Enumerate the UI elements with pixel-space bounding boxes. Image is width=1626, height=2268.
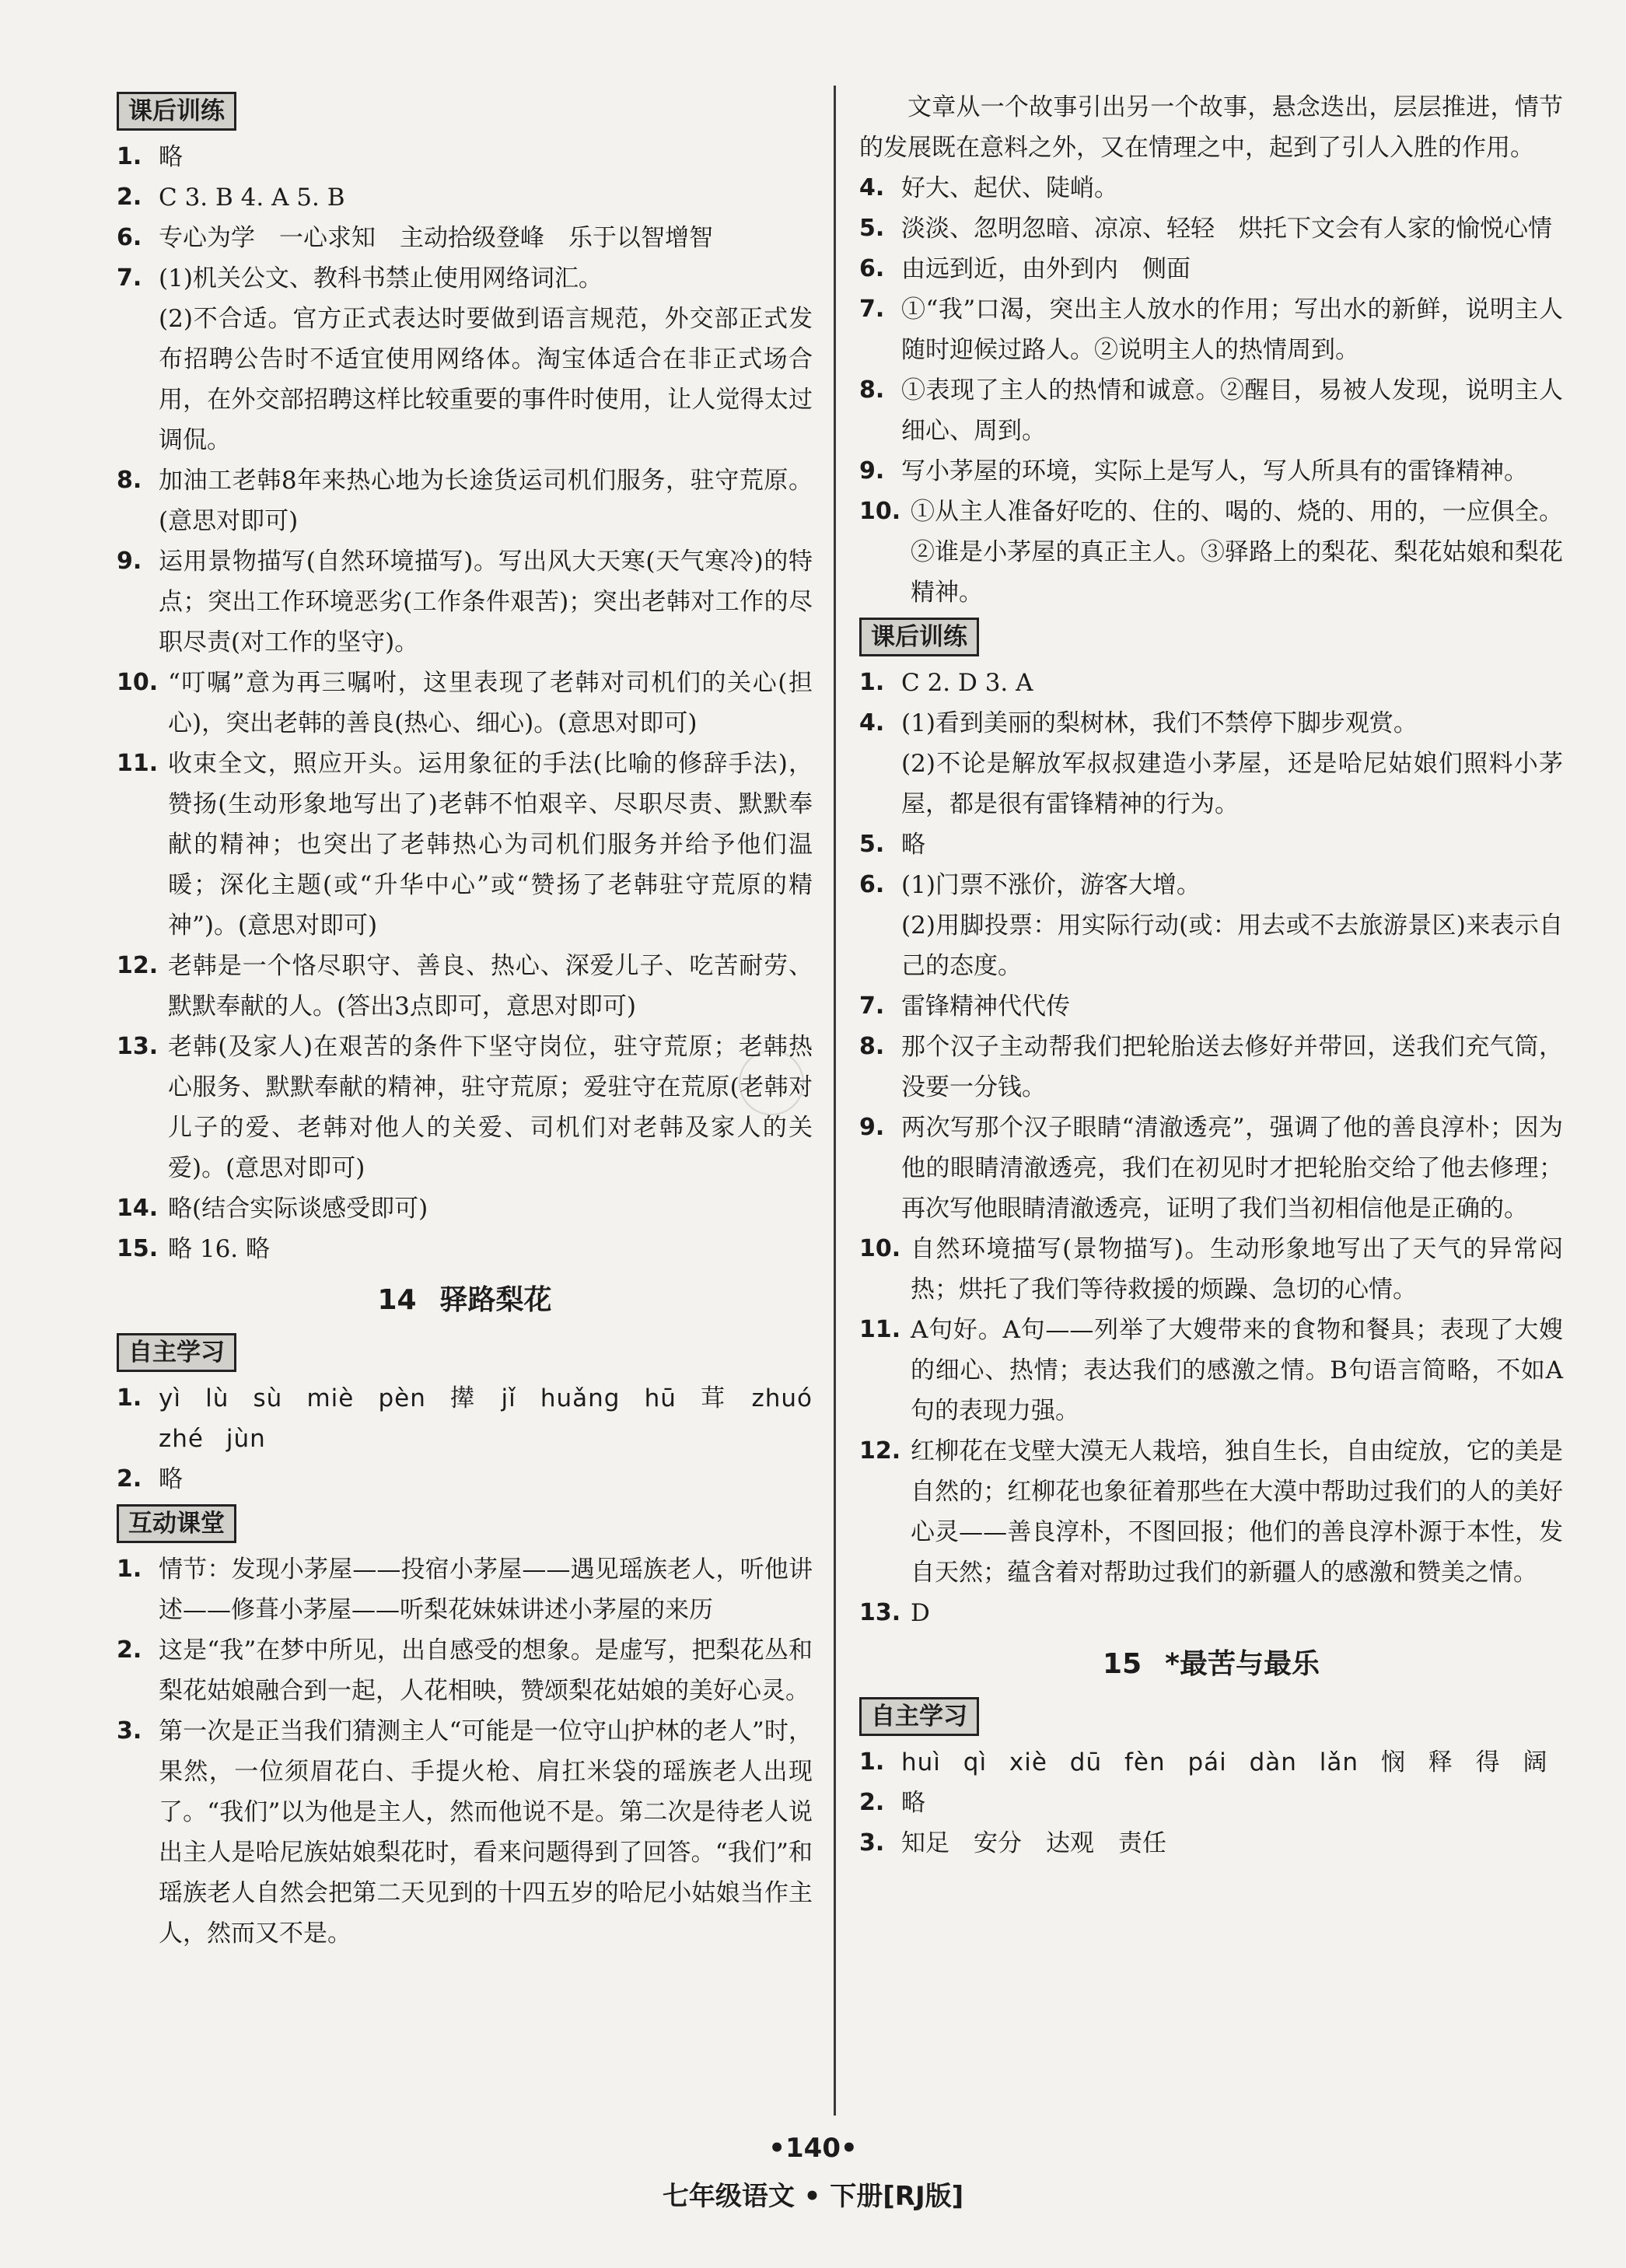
list-item — [859, 451, 1563, 492]
list-item — [117, 1027, 813, 1188]
item-number: 2. — [117, 184, 142, 211]
section-tag-after-class: 课后训练 — [117, 92, 236, 131]
item-text: 情节：发现小茅屋——投宿小茅屋——遇见瑶族老人，听他讲述——修葺小茅屋——听梨花妹妹讲述小茅屋的来历 — [159, 1556, 813, 1624]
item-text: 雷锋精神代代传 — [901, 992, 1070, 1020]
list-item — [117, 744, 813, 946]
list-item — [117, 946, 813, 1027]
list-item — [117, 1630, 813, 1711]
list-item — [859, 208, 1563, 249]
item-text: 自然环境描写(景物描写)。生动形象地写出了天气的异常闷热；烘托了我们等待救援的烦躁、急切的心情。 — [911, 1235, 1563, 1304]
item-text: 略 16. 略 — [168, 1235, 271, 1263]
item-number: 2. — [117, 1636, 142, 1664]
item-text: C 2. D 3. A — [901, 669, 1033, 697]
right-column — [859, 87, 1563, 1864]
item-text: 老韩是一个恪尽职守、善良、热心、深爱儿子、吃苦耐劳、默默奉献的人。(答出3点即可，意思对即可) — [168, 952, 813, 1020]
lesson-title: *最苦与最乐 — [1165, 1648, 1320, 1680]
list-item — [117, 177, 813, 218]
item-number: 9. — [859, 1114, 885, 1141]
list-item — [859, 249, 1563, 289]
list-item — [859, 1108, 1563, 1229]
item-text: 那个汉子主动帮我们把轮胎送去修好并带回，送我们充气筒，没要一分钱。 — [901, 1033, 1563, 1101]
list-item — [117, 1188, 813, 1229]
lesson-heading — [117, 1277, 813, 1324]
item-text: 写小茅屋的环境，实际上是写人，写人所具有的雷锋精神。 — [901, 457, 1528, 485]
item-text: 略 — [901, 831, 925, 859]
item-text: 略(结合实际谈感受即可) — [168, 1195, 428, 1223]
section-tag-self-study: 自主学习 — [859, 1697, 979, 1736]
item-number: 7. — [859, 296, 885, 323]
item-text: (1)看到美丽的梨树林，我们不禁停下脚步观赏。 — [901, 709, 1418, 737]
lesson-title: 驿路梨花 — [439, 1284, 552, 1316]
item-text: A句好。A句——列举了大嫂带来的食物和餐具；表现了大嫂的细心、热情；表达我们的感激之情。B句语言简略，不如A句的表现力强。 — [911, 1316, 1563, 1425]
list-item — [859, 1823, 1563, 1864]
item-text: 红柳花在戈壁大漠无人栽培，独自生长，自由绽放，它的美是自然的；红柳花也象征着那些在大漠中帮助过我们的人的美好心灵——善良淳朴，不图回报；他们的善良淳朴源于本性，发自天然；蕴含着对帮助过我们的新疆人的感激和赞美之情。 — [911, 1437, 1563, 1587]
item-number: 10. — [859, 1235, 901, 1262]
item-number: 13. — [859, 1599, 901, 1626]
item-number: 1. — [117, 143, 142, 170]
pinyin-answers: huì qì xiè dū fèn pái dàn lǎn 悯 释 得 阔 — [901, 1748, 1548, 1776]
item-text: C 3. B 4. A 5. B — [159, 184, 345, 212]
continued-paragraph: 文章从一个故事引出另一个故事，悬念迭出，层层推进，情节的发展既在意料之外，又在情理之中，起到了引人入胜的作用。 — [859, 93, 1563, 162]
item-number: 1. — [117, 1384, 142, 1412]
item-number: 1. — [117, 1556, 142, 1583]
item-text: (2)用脚投票：用实际行动(或：用去或不去旅游景区)来表示自己的态度。 — [901, 912, 1563, 980]
book-title-footer: 七年级语文 • 下册[RJ版] — [662, 2181, 964, 2212]
list-item — [117, 663, 813, 744]
list-item — [117, 1549, 813, 1630]
list-item — [859, 1229, 1563, 1310]
item-number: 4. — [859, 174, 885, 201]
lesson-number: 15 — [1103, 1648, 1142, 1680]
list-item — [117, 137, 813, 177]
item-text: ①“我”口渴，突出主人放水的作用；写出水的新鲜，说明主人随时迎候过路人。②说明主人的热情周到。 — [901, 296, 1563, 364]
item-number: 6. — [859, 255, 885, 282]
list-item — [117, 258, 813, 460]
list-item — [859, 1593, 1563, 1633]
item-number: 1. — [859, 1748, 885, 1776]
item-text: (2)不合适。官方正式表达时要做到语言规范，外交部正式发布招聘公告时不适宜使用网络体。淘宝体适合在非正式场合用，在外交部招聘这样比较重要的事件时使用，让人觉得太过调侃。 — [159, 305, 813, 454]
item-number: 8. — [859, 1033, 885, 1060]
item-text: 略 — [159, 1465, 183, 1493]
item-number: 6. — [859, 871, 885, 898]
list-item — [859, 865, 1563, 986]
item-text: D — [911, 1599, 930, 1627]
list-item — [117, 1229, 813, 1269]
list-item — [117, 541, 813, 663]
item-text: 知足 安分 达观 责任 — [901, 1829, 1166, 1857]
list-item — [859, 1310, 1563, 1431]
column-divider — [834, 86, 836, 2116]
section-tag-after-class: 课后训练 — [859, 618, 979, 656]
list-item — [859, 824, 1563, 865]
lesson-heading — [859, 1641, 1563, 1688]
item-number: 7. — [117, 264, 142, 292]
section-tag-interactive-class: 互动课堂 — [117, 1504, 236, 1543]
item-text: 略 — [901, 1789, 925, 1817]
item-text: 好大、起伏、陡峭。 — [901, 174, 1118, 202]
item-number: 3. — [859, 1829, 885, 1857]
list-item — [859, 1431, 1563, 1593]
list-item — [859, 986, 1563, 1027]
list-item — [859, 703, 1563, 824]
item-number: 11. — [117, 750, 159, 777]
list-item — [859, 289, 1563, 370]
left-column — [117, 87, 813, 1954]
item-number: 13. — [117, 1033, 159, 1060]
item-number: 10. — [859, 498, 901, 525]
item-text: (1)机关公文、教科书禁止使用网络词汇。 — [159, 264, 603, 292]
list-item — [859, 168, 1563, 208]
item-number: 2. — [859, 1789, 885, 1816]
item-number: 3. — [117, 1717, 142, 1745]
item-text: 淡淡、忽明忽暗、凉凉、轻轻 烘托下文会有人家的愉悦心情 — [901, 215, 1552, 243]
list-item — [859, 370, 1563, 451]
item-number: 2. — [117, 1465, 142, 1493]
list-item — [117, 1711, 813, 1954]
item-number: 6. — [117, 224, 142, 251]
section-tag-self-study: 自主学习 — [117, 1333, 236, 1372]
item-number: 8. — [859, 376, 885, 404]
item-text: ①表现了主人的热情和诚意。②醒目，易被人发现，说明主人细心、周到。 — [901, 376, 1563, 445]
item-text: “叮嘱”意为再三嘱咐，这里表现了老韩对司机们的关心(担心)，突出老韩的善良(热心、细心)。(意思对即可) — [168, 669, 813, 737]
list-item — [859, 663, 1563, 703]
pinyin-answers: yì lù sù miè pèn 撵 jǐ huǎng hū 茸 zhuó zhé jùn — [159, 1384, 813, 1453]
item-text: (2)不论是解放军叔叔建造小茅屋，还是哈尼姑娘们照料小茅屋，都是很有雷锋精神的行为。 — [901, 750, 1563, 818]
item-number: 9. — [117, 548, 142, 575]
list-item — [859, 1783, 1563, 1823]
item-text: 这是“我”在梦中所见，出自感受的想象。是虚写，把梨花丛和梨花姑娘融合到一起，人花相映，赞颂梨花姑娘的美好心灵。 — [159, 1636, 813, 1705]
item-text: 加油工老韩8年来热心地为长途货运司机们服务，驻守荒原。(意思对即可) — [159, 467, 813, 535]
item-text: 略 — [159, 143, 183, 171]
item-text: (1)门票不涨价，游客大增。 — [901, 871, 1201, 899]
item-text: 运用景物描写(自然环境描写)。写出风大天寒(天气寒冷)的特点；突出工作环境恶劣(工作条件艰苦)；突出老韩对工作的尽职尽责(对工作的坚守)。 — [159, 548, 813, 656]
item-text: 由远到近，由外到内 侧面 — [901, 255, 1191, 283]
list-item — [859, 1027, 1563, 1108]
item-number: 8. — [117, 467, 142, 494]
item-number: 12. — [117, 952, 159, 979]
item-number: 5. — [859, 831, 885, 858]
item-text: 第一次是正当我们猜测主人“可能是一位守山护林的老人”时，果然，一位须眉花白、手提火枪、肩扛米袋的瑶族老人出现了。“我们”以为他是主人，然而他说不是。第二次是待老人说出主人是哈尼族姑娘梨花时，看来问题得到了回答。“我们”和瑶族老人自然会把第二天见到的十四五岁的哈尼小姑娘当作主人，然而又不是。 — [159, 1717, 813, 1948]
list-item — [117, 218, 813, 258]
item-number: 5. — [859, 215, 885, 242]
item-number: 11. — [859, 1316, 901, 1343]
item-text: ①从主人准备好吃的、住的、喝的、烧的、用的，一应俱全。②谁是小茅屋的真正主人。③驿路上的梨花、梨花姑娘和梨花精神。 — [911, 498, 1563, 607]
list-item — [859, 1742, 1563, 1783]
lesson-number: 14 — [377, 1284, 417, 1316]
item-number: 7. — [859, 992, 885, 1020]
list-item — [859, 492, 1563, 613]
item-number: 4. — [859, 709, 885, 737]
item-text: 两次写那个汉子眼睛“清澈透亮”，强调了他的善良淳朴；因为他的眼睛清澈透亮，我们在初见时才把轮胎交给了他去修理；再次写他眼睛清澈透亮，证明了我们当初相信他是正确的。 — [901, 1114, 1563, 1223]
list-item — [117, 1378, 813, 1459]
item-number: 1. — [859, 669, 885, 696]
item-number: 12. — [859, 1437, 901, 1465]
item-number: 9. — [859, 457, 885, 485]
item-text: 老韩(及家人)在艰苦的条件下坚守岗位，驻守荒原；老韩热心服务、默默奉献的精神，驻守荒原；爱驻守在荒原(老韩对儿子的爱、老韩对他人的关爱、司机们对老韩及家人的关爱)。(意思对即可) — [168, 1033, 813, 1182]
item-number: 10. — [117, 669, 159, 696]
item-text: 收束全文，照应开头。运用象征的手法(比喻的修辞手法)，赞扬(生动形象地写出了)老韩不怕艰辛、尽职尽责、默默奉献的精神；也突出了老韩热心为司机们服务并给予他们温暖；深化主题(或“升华中心”或“赞扬了老韩驻守荒原的精神”)。(意思对即可) — [168, 750, 813, 940]
item-text: 专心为学 一心求知 主动拾级登峰 乐于以智增智 — [159, 224, 713, 252]
list-item — [117, 460, 813, 541]
item-number: 14. — [117, 1195, 159, 1222]
item-number: 15. — [117, 1235, 159, 1262]
page-number: •140• — [768, 2133, 858, 2164]
list-item — [117, 1459, 813, 1500]
